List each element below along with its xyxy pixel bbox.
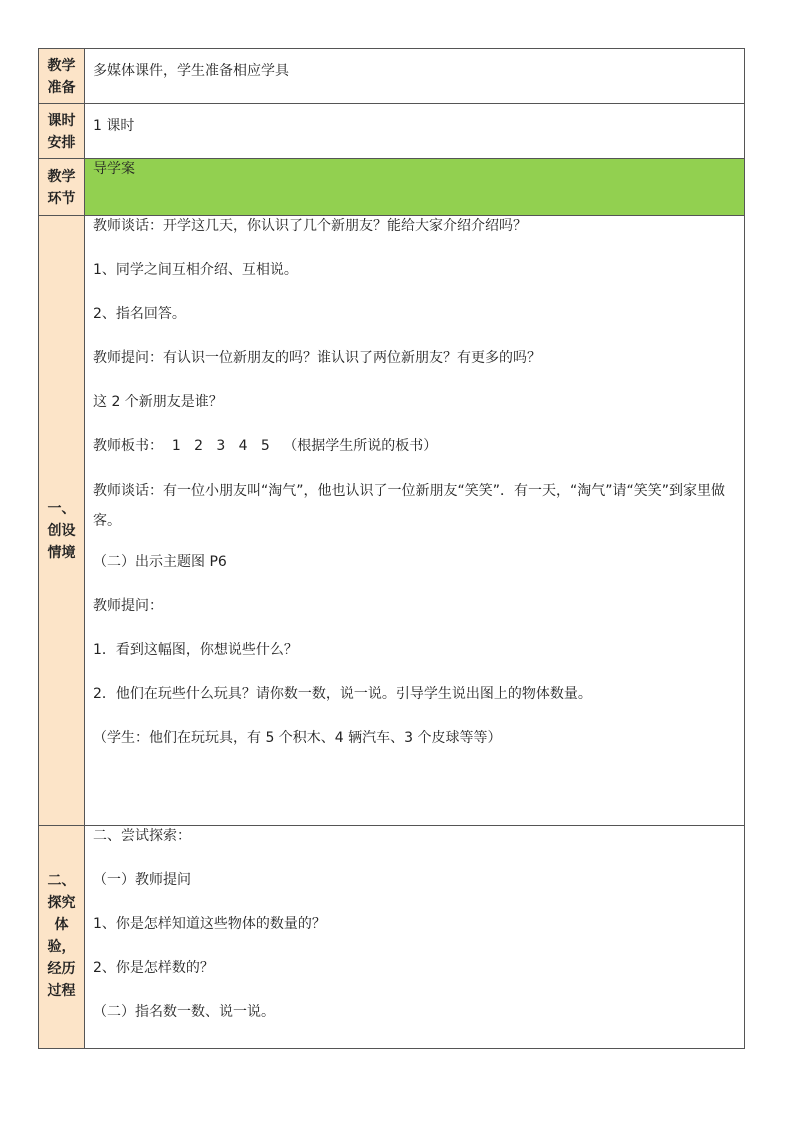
paragraph: 2、你是怎样数的？ [93, 960, 214, 976]
lesson-plan-table [38, 48, 745, 1049]
paragraph: 1、你是怎样知道这些物体的数量的？ [93, 916, 326, 932]
paragraph: 教师提问： [93, 598, 163, 614]
label-line: 过程 [47, 983, 76, 999]
label-line: 教学 [47, 168, 76, 185]
content-section-one [85, 216, 745, 826]
paragraph: （二）指名数一数、说一说。 [93, 1004, 275, 1020]
label-line: 二、 [47, 873, 76, 889]
label-teaching-stage [39, 159, 85, 216]
paragraph: （二）出示主题图 P6 [93, 554, 227, 570]
paragraph: 二、尝试探索： [93, 828, 191, 844]
row-class-hours [39, 104, 745, 159]
paragraph: 教师板书： 1 2 3 4 5 （根据学生所说的板书） [93, 438, 438, 454]
label-line: 一、 [47, 500, 76, 517]
paragraph: 这 2 个新朋友是谁？ [93, 394, 223, 410]
label-line: 环节 [47, 190, 76, 207]
paragraph: （一）教师提问 [93, 872, 191, 888]
content-teaching-stage [85, 159, 745, 216]
paragraph: 教师谈话：开学这几天，你认识了几个新朋友？能给大家介绍介绍吗？ [93, 218, 527, 234]
label-line: 安排 [47, 134, 76, 151]
row-teaching-stage [39, 159, 745, 216]
paragraph: 1．看到这幅图，你想说些什么？ [93, 642, 298, 658]
stage-text: 导学案 [93, 161, 135, 177]
class-hours-text: 1 课时 [93, 118, 135, 134]
label-line: 体 [54, 917, 69, 933]
paragraph: 教师谈话：有一位小朋友叫“淘气”，他也认识了一位新朋友“笑笑”．有一天，“淘气”请“笑笑”到家里做客。 [93, 483, 726, 529]
label-teaching-preparation [39, 49, 85, 104]
paragraph: 2．他们在玩些什么玩具？请你数一数，说一说。引导学生说出图上的物体数量。 [93, 686, 592, 702]
paragraph: 1、同学之间互相介绍、互相说。 [93, 262, 298, 278]
paragraph: 教师提问：有认识一位新朋友的吗？谁认识了两位新朋友？有更多的吗？ [93, 350, 541, 366]
content-class-hours [85, 104, 745, 159]
label-line: 准备 [47, 79, 76, 96]
content-section-two [85, 826, 745, 1049]
label-line: 情境 [47, 544, 76, 561]
label-line: 课时 [47, 112, 76, 129]
label-section-one [39, 216, 85, 826]
label-class-hours [39, 104, 85, 159]
row-teaching-preparation [39, 49, 745, 104]
row-section-two [39, 826, 745, 1049]
label-line: 经历 [47, 961, 76, 977]
label-line: 教学 [47, 57, 76, 74]
label-line: 创设 [47, 522, 76, 539]
paragraph: （学生：他们在玩玩具，有 5 个积木、4 辆汽车、3 个皮球等等） [93, 730, 502, 746]
content-teaching-preparation [85, 49, 745, 104]
label-line: 探究 [47, 895, 76, 911]
paragraph: 2、指名回答。 [93, 306, 186, 322]
preparation-text: 多媒体课件，学生准备相应学具 [93, 63, 289, 79]
label-section-two [39, 826, 85, 1049]
row-section-one [39, 216, 745, 826]
label-line: 验， [47, 939, 76, 955]
